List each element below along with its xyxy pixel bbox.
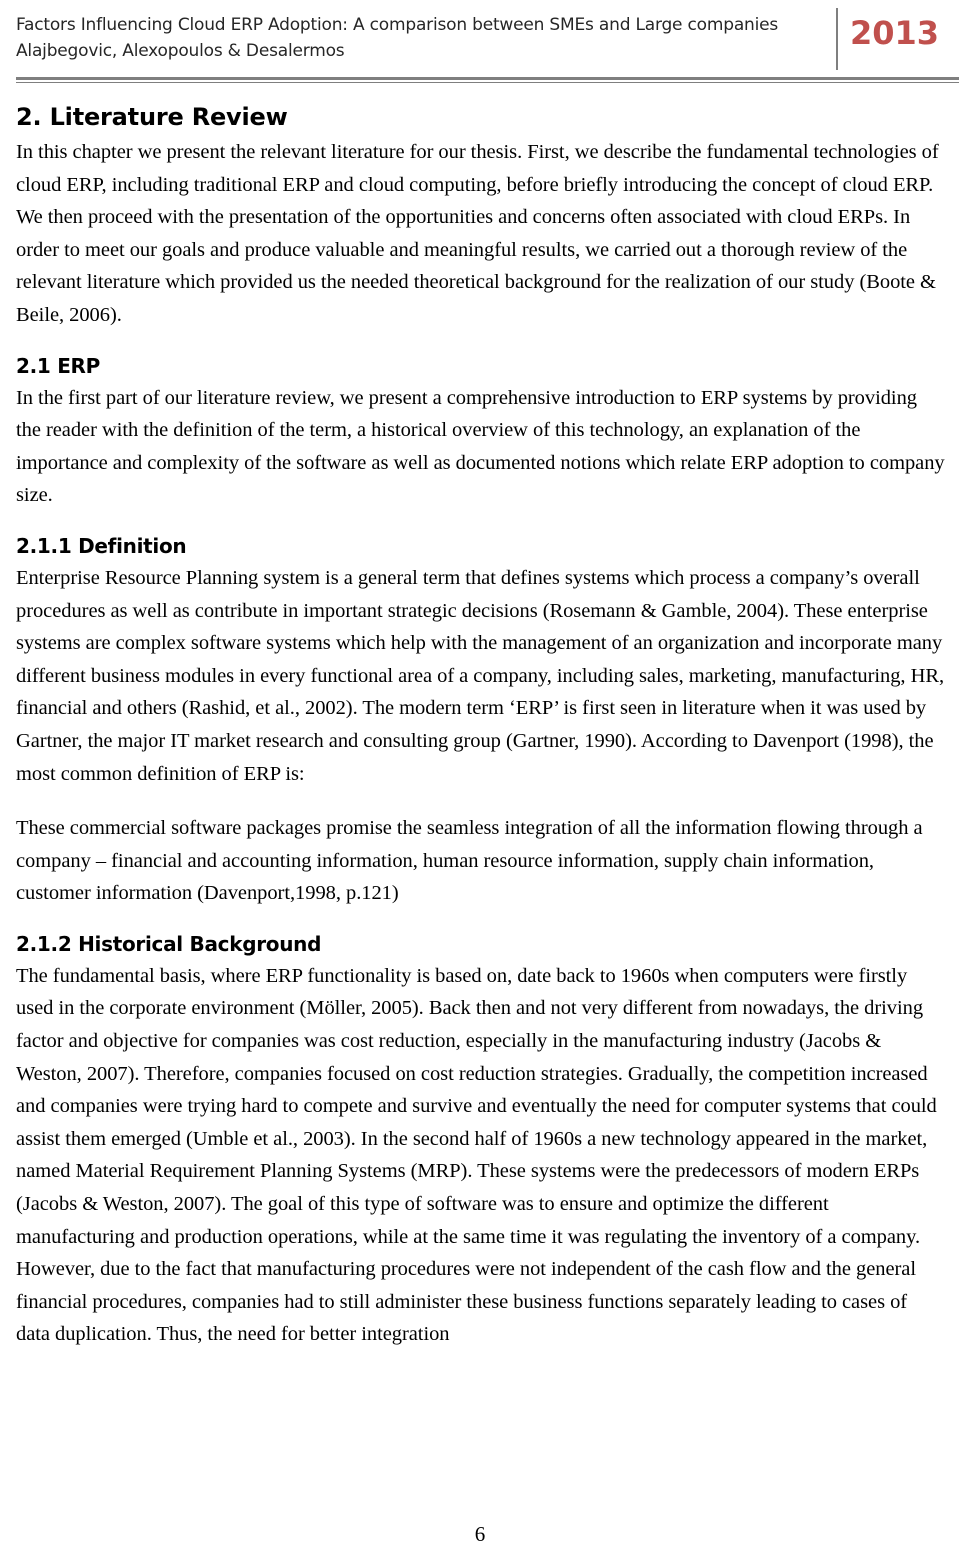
section-heading-erp: 2.1 ERP <box>16 353 101 378</box>
header-authors: Alajbegovic, Alexopoulos & Desalermos <box>16 41 345 61</box>
header-vertical-divider <box>836 8 838 70</box>
davenport-quote: These commercial software packages promise the seamless integration of all the information flowing through a company – financial and accounting information, human resource information, supply chain information, customer information (Davenport,1998, p.121) <box>16 817 923 905</box>
literature-review-intro-paragraph: In this chapter we present the relevant literature for our thesis. First, we describe the fundamental technologies of cloud ERP, including traditional ERP and cloud computing, before briefly introducing the concept of cloud ERP. We then proceed with the presentation of the opportunities and concerns often associated with cloud ERPs. In order to meet our goals and produce valuable and meaningful results, we carried out a thorough review of the relevant literature which provided us the needed theoretical background for the realization of our study (Boote & Beile, 2006). <box>16 141 939 326</box>
historical-background-paragraph: The fundamental basis, where ERP functionality is based on, date back to 1960s when computers were firstly used in the corporate environment (Möller, 2005). Back then and not very different from nowadays, the driving factor and objective for companies was cost reduction, especially in the manufacturing industry (Jacobs & Weston, 2007). Therefore, companies focused on cost reduction strategies. Gradually, the competition increased and companies were trying hard to compete and survive and eventually the need for computer systems that could assist them emerged (Umble et al., 2003). In the second half of 1960s a new technology appeared in the market, named Material Requirement Planning Systems (MRP). These systems were the predecessors of modern ERPs (Jacobs & Weston, 2007). The goal of this type of software was to ensure and optimize the different manufacturing and production operations, while at the same time it was regulating the inventory of a company. However, due to the fact that manufacturing procedures were not independent of the cash flow and the general financial procedures, companies had to still administer these business functions separately leading to cases of data duplication. Thus, the need for better integration <box>16 964 937 1346</box>
definition-paragraph: Enterprise Resource Planning system is a general term that defines systems which process a company’s overall procedures as well as contribute in important strategic decisions (Rosemann & Gamble, 2004). These enterprise systems are complex software systems which help with the management of an organization and incorporate many different business modules in every functional area of a company, including sales, marketing, manufacturing, HR, financial and others (Rashid, et al., 2002). The modern term ‘ERP’ is first seen in literature when it was used by Gartner, the major IT market research and consulting group (Gartner, 1990). According to Davenport (1998), the most common definition of ERP is: <box>16 566 945 785</box>
header-rule-thick <box>16 77 959 80</box>
header-rule-thin <box>16 82 959 83</box>
main-content <box>16 100 946 1351</box>
section-heading-definition: 2.1.1 Definition <box>16 533 187 558</box>
erp-paragraph: In the first part of our literature review, we present a comprehensive introduction to ERP systems by providing the reader with the definition of the term, a historical overview of this technology, an explanation of the importance and complexity of the software as well as documented notions which relate ERP adoption to company size. <box>16 386 945 507</box>
section-heading-literature-review: 2. Literature Review <box>16 103 288 131</box>
section-heading-historical-background: 2.1.2 Historical Background <box>16 931 322 956</box>
header-text-block <box>16 12 836 64</box>
page-number: 6 <box>474 1522 486 1546</box>
header-year: 2013 <box>850 14 940 52</box>
running-header <box>16 8 944 70</box>
header-title: Factors Influencing Cloud ERP Adoption: A comparison between SMEs and Large companies <box>16 15 779 35</box>
